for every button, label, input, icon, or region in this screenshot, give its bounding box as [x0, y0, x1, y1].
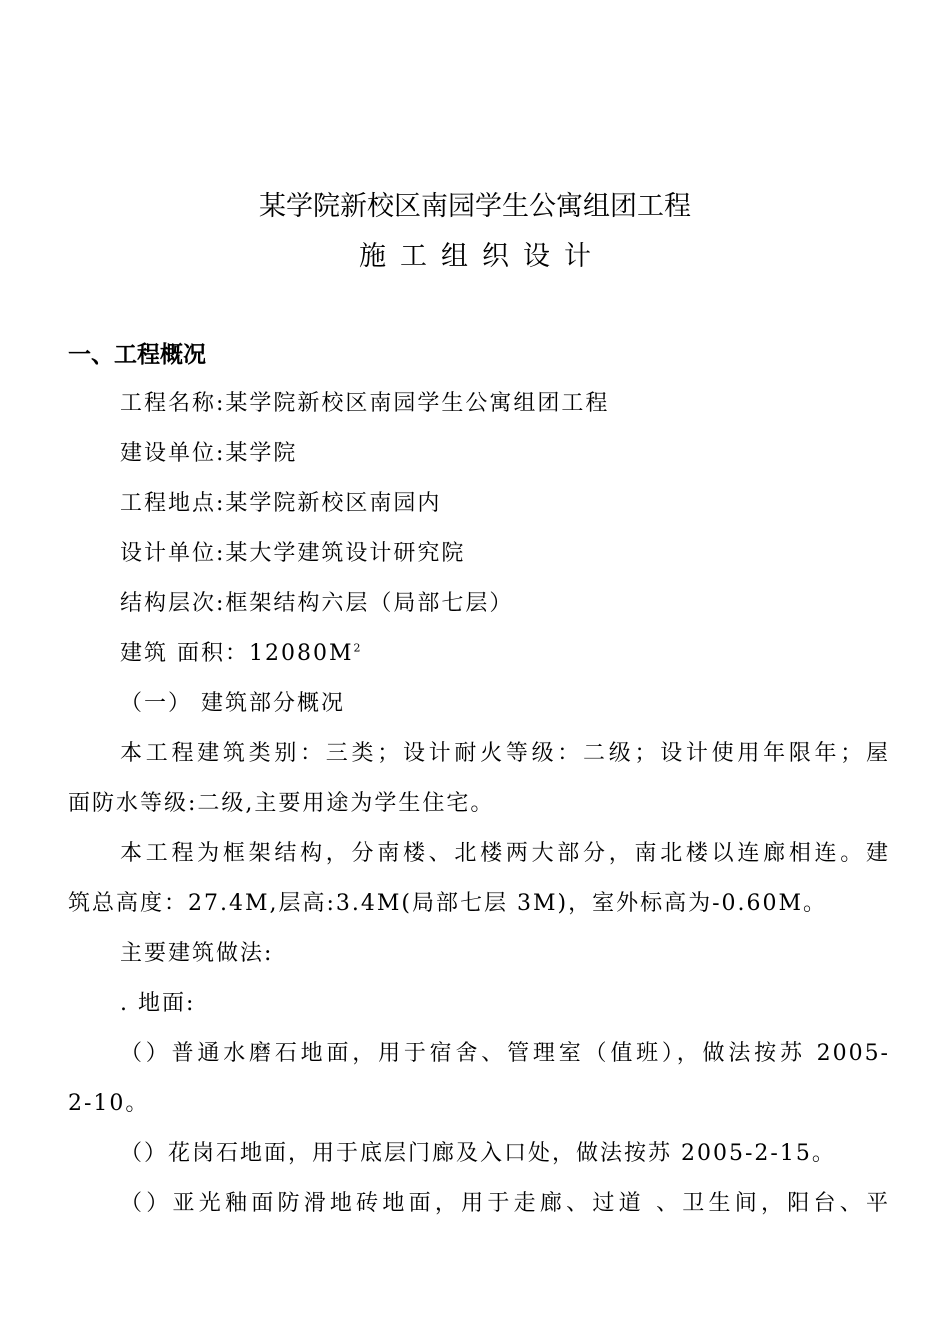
info-designer: 设计单位:某大学建筑设计研究院	[120, 541, 466, 566]
floor-item-3: （）亚光釉面防滑地砖地面，用于走廊、过道 、卫生间，阳台、平	[120, 1191, 890, 1216]
document-title: 某学院新校区南园学生公寓组团工程	[259, 191, 691, 222]
info-area	[120, 636, 363, 667]
paragraph-2-line-2: 筑总高度：27.4M,层高:3.4M(局部七层 3M)，室外标高为-0.60M。	[68, 891, 828, 916]
info-area-superscript: 2	[353, 641, 363, 655]
floor-heading: . 地面:	[120, 991, 196, 1016]
paragraph-1-line-2: 面防水等级:二级,主要用途为学生住宅。	[68, 791, 495, 816]
paragraph-2-line-1: 本工程为框架结构，分南楼、北楼两大部分，南北楼以连廊相连。建	[120, 841, 890, 866]
subsection-heading-architecture: （一） 建筑部分概况	[120, 691, 345, 716]
info-client: 建设单位:某学院	[120, 441, 298, 466]
document-subtitle: 施工组织设计	[359, 241, 605, 272]
floor-item-1-line-2: 2-10。	[68, 1091, 150, 1116]
floor-item-1-line-1: （）普通水磨石地面，用于宿舍、管理室（值班），做法按苏 2005-	[120, 1041, 890, 1066]
floor-item-2: （）花岗石地面，用于底层门廊及入口处，做法按苏 2005-2-15。	[120, 1141, 836, 1166]
info-structure: 结构层次:框架结构六层（局部七层）	[120, 591, 514, 616]
practice-heading: 主要建筑做法:	[120, 941, 274, 966]
info-project-name: 工程名称:某学院新校区南园学生公寓组团工程	[120, 391, 610, 416]
info-area-text: 建筑 面积：12080M	[120, 641, 354, 666]
info-location: 工程地点:某学院新校区南园内	[120, 491, 442, 516]
paragraph-1-line-1: 本工程建筑类别：三类；设计耐火等级：二级；设计使用年限年；屋	[120, 741, 890, 766]
section-heading-overview: 一、工程概况	[68, 342, 206, 368]
